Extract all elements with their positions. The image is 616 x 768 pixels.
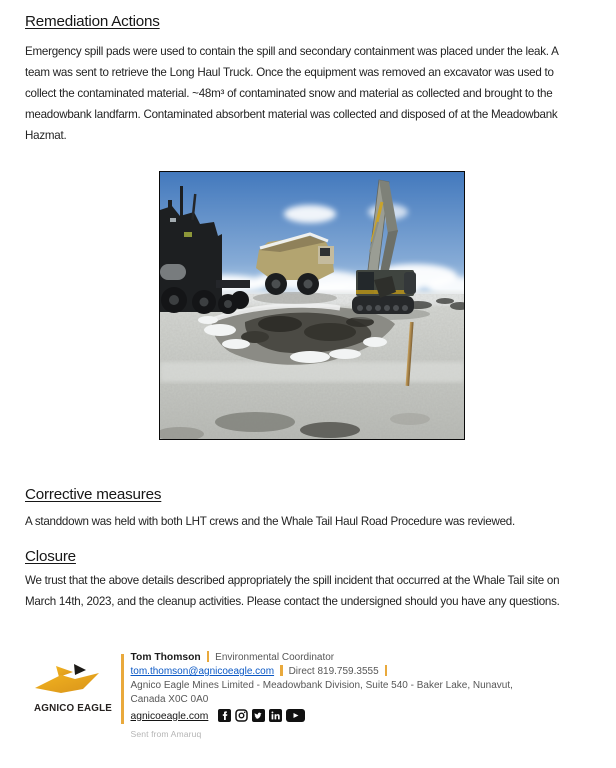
signature-divider: [121, 654, 124, 724]
signature-direct-phone: Direct 819.759.3555: [288, 666, 379, 677]
signature-title: Environmental Coordinator: [215, 652, 335, 663]
website-link[interactable]: agnicoeagle.com: [130, 710, 209, 722]
gold-separator: [280, 665, 283, 676]
company-logo-text: AGNICO EAGLE: [33, 703, 113, 714]
instagram-icon[interactable]: [235, 709, 248, 722]
sent-from-note: Sent from Amaruq: [130, 728, 202, 739]
remediation-paragraph: Emergency spill pads were used to contain the spill and secondary containment was placed under the leak. A team was sent to retrieve the Long Haul Truck. Once the equipment was removed an excavator was used to collect the contaminated material. ~48m³ of contaminated snow and material as collected and brought to the meadowbank landfarm. Contaminated absorbent material was collected and disposed of at the Meadowbank Hazmat.: [25, 45, 559, 142]
site-photo: [159, 171, 465, 440]
site-photo-illustration: [160, 172, 464, 439]
facebook-icon[interactable]: [218, 709, 231, 722]
gold-separator: [207, 651, 210, 662]
signature-address: Agnico Eagle Mines Limited - Meadowbank Division, Suite 540 - Baker Lake, Nunavut, Canada X0C 0A0: [130, 680, 513, 705]
section-heading-corrective-measures: Corrective measures: [25, 486, 162, 503]
company-logo: [28, 650, 118, 714]
email-signature: [28, 650, 513, 739]
corrective-paragraph: A standdown was held with both LHT crews and the Whale Tail Haul Road Procedure was reviewed.: [25, 515, 515, 528]
signature-name: Tom Thomson: [130, 652, 201, 663]
section-heading-remediation-actions: Remediation Actions: [25, 13, 160, 30]
eagle-icon: [30, 662, 116, 696]
closure-paragraph: We trust that the above details described appropriately the spill incident that occurred at the Whale Tail site on March 14th, 2023, and the cleanup activities. Please contact the undersigned should you have any questions.: [25, 574, 560, 608]
twitter-icon[interactable]: [252, 709, 265, 722]
linkedin-icon[interactable]: [269, 709, 282, 722]
gold-separator: [385, 665, 388, 676]
youtube-icon[interactable]: [286, 709, 305, 722]
email-link[interactable]: tom.thomson@agnicoeagle.com: [130, 666, 275, 677]
section-heading-closure: Closure: [25, 548, 76, 565]
